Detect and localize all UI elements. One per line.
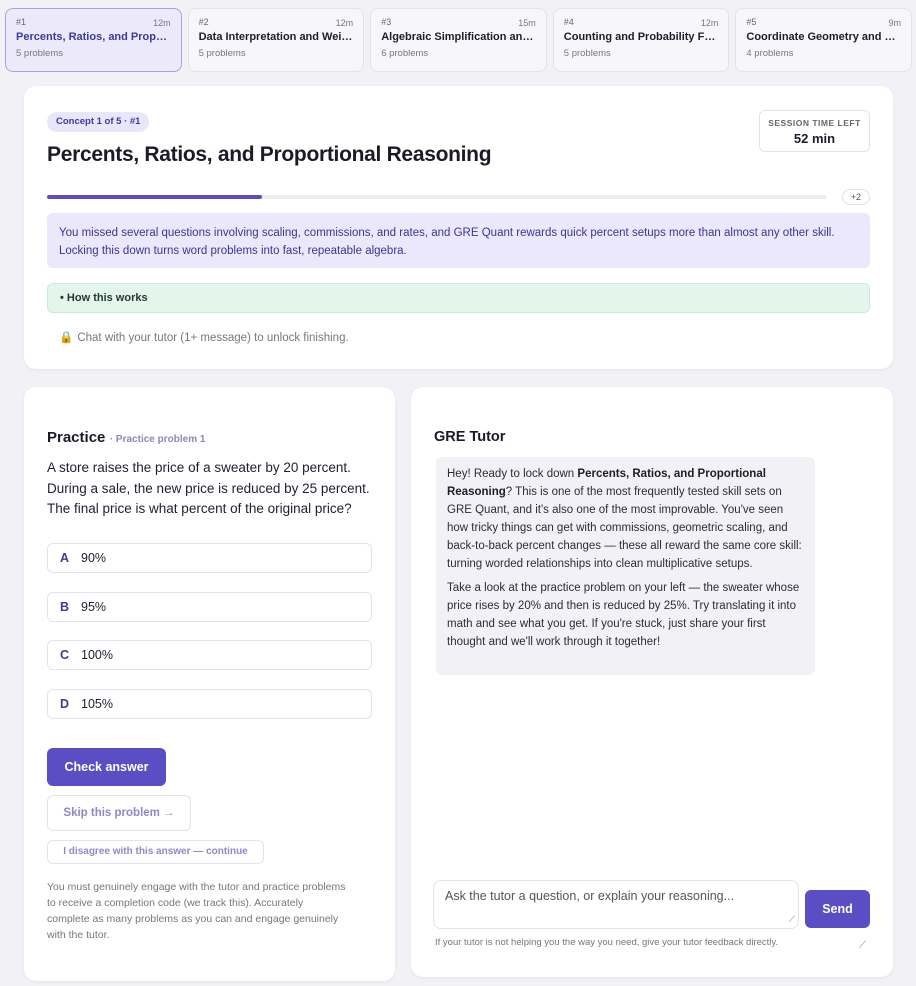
tab-time: 12m — [335, 18, 354, 28]
timer-value: 52 min — [793, 131, 836, 146]
message-emphasis: Percents, Ratios, and Proportional Reasoning — [447, 468, 766, 498]
skip-problem-button[interactable]: Skip this problem → — [47, 795, 191, 831]
choice-letter: A — [60, 551, 70, 565]
tutor-paragraph-2: Take a look at the practice problem on your left — the sweater whose price rises by 20% and then is reduced by 25%. Try translating it into math and see what you get. If you're stuck, just share your first thought and we'll work through it together! — [447, 582, 800, 648]
choice-letter: B — [60, 600, 70, 614]
tutor-message — [436, 457, 815, 675]
tab-time: 15m — [518, 18, 536, 28]
unlock-hint-text: Chat with your tutor (1+ message) to unlock finishing. — [77, 332, 349, 344]
send-button[interactable]: Send — [805, 890, 870, 928]
unlock-hint — [59, 330, 349, 344]
concept-tab-5[interactable] — [735, 8, 912, 72]
concept-tab-3[interactable] — [370, 8, 547, 72]
choice-text: 100% — [81, 648, 114, 662]
tab-time: 12m — [700, 18, 719, 28]
feedback-hint: If your tutor is not helping you the way you need, give your tutor feedback directly. — [435, 937, 779, 948]
tab-name: Coordinate Geometry and … — [746, 31, 896, 43]
disagree-button[interactable]: I disagree with this answer — continue — [47, 840, 264, 864]
progress-fill — [47, 195, 262, 199]
answer-choice-c[interactable] — [47, 640, 372, 670]
practice-title: Practice — [47, 429, 106, 446]
tab-number: #4 — [563, 17, 574, 27]
concept-tab-4[interactable] — [553, 8, 730, 72]
timer-label: SESSION TIME LEFT — [768, 118, 861, 128]
bullet-icon: • — [60, 292, 64, 304]
lock-icon: 🔒 — [59, 332, 74, 344]
choice-text: 95% — [81, 600, 107, 614]
resize-handle-icon[interactable]: ⟋ — [859, 940, 866, 951]
concept-rationale: You missed several questions involving scaling, commissions, and rates, and GRE Quant rewards quick percent setups more than almost any other skill. Locking this down turns word problems into fast, repeatable algebra. — [47, 213, 870, 268]
tab-number: #3 — [381, 17, 392, 27]
practice-header — [47, 429, 205, 447]
answer-choice-d[interactable] — [47, 689, 372, 719]
tutor-message-input[interactable] — [433, 880, 799, 929]
tab-count: 5 problems — [563, 48, 611, 59]
concept-title: Percents, Ratios, and Proportional Reasoning — [47, 143, 492, 166]
tab-count: 5 problems — [16, 48, 63, 59]
how-this-works-label: How this works — [66, 292, 148, 304]
choice-letter: D — [60, 697, 70, 711]
concept-progress-bar — [47, 195, 827, 199]
tab-name: Percents, Ratios, and Prop… — [16, 31, 167, 43]
resize-handle-icon[interactable]: ⟋ — [788, 914, 795, 924]
tab-name: Data Interpretation and Wei… — [198, 31, 353, 43]
session-timer — [759, 110, 870, 152]
practice-card — [24, 387, 395, 981]
concept-tab-1[interactable] — [5, 8, 182, 72]
answer-choice-b[interactable] — [47, 592, 372, 622]
concept-tab-2[interactable] — [188, 8, 365, 72]
message-text: ? This is one of the most frequently tested skill sets on GRE Quant, and it's also one of the most improvable. You've seen how tricky things can get with commissions, geometric scaling, and back-to-back percent changes — these all reward the same core skill: turning worded relationships into clean multiplicative setups. — [447, 486, 802, 570]
tutor-title: GRE Tutor — [434, 429, 506, 445]
tab-number: #5 — [746, 17, 757, 27]
concept-card — [24, 86, 893, 369]
tab-number: #2 — [198, 17, 209, 27]
practice-subtitle: · Practice problem 1 — [109, 434, 206, 445]
answer-choice-a[interactable] — [47, 543, 372, 573]
tab-count: 4 problems — [746, 48, 794, 59]
tab-time: 12m — [153, 18, 171, 28]
input-placeholder: Ask the tutor a question, or explain your reasoning... — [445, 889, 735, 903]
tab-number: #1 — [16, 17, 27, 27]
tab-count: 5 problems — [198, 48, 246, 59]
concept-badge: Concept 1 of 5 · #1 — [47, 112, 149, 132]
tab-name: Algebraic Simplification an… — [381, 31, 534, 43]
message-text: Hey! Ready to lock down — [447, 468, 578, 480]
check-answer-button[interactable]: Check answer — [47, 748, 166, 786]
concept-tabs — [5, 8, 912, 72]
choice-letter: C — [60, 648, 70, 662]
question-text: A store raises the price of a sweater by 20 percent. During a sale, the new price is reduced by 25 percent. The final price is what percent of the original price? — [47, 460, 370, 516]
progress-badge: +2 — [842, 189, 870, 205]
tab-count: 6 problems — [381, 48, 429, 59]
how-this-works-toggle[interactable] — [47, 283, 870, 313]
completion-note: You must genuinely engage with the tutor and practice problems to receive a completion code (we track this). Accurately complete as many problems as you can and engage genuinely with the tutor. — [47, 881, 346, 941]
choice-text: 90% — [81, 551, 107, 565]
choice-text: 105% — [81, 697, 114, 711]
tab-time: 9m — [888, 18, 901, 28]
tutor-paragraph-1 — [447, 465, 804, 573]
tutor-card — [411, 387, 893, 977]
tab-name: Counting and Probability F… — [563, 31, 716, 43]
